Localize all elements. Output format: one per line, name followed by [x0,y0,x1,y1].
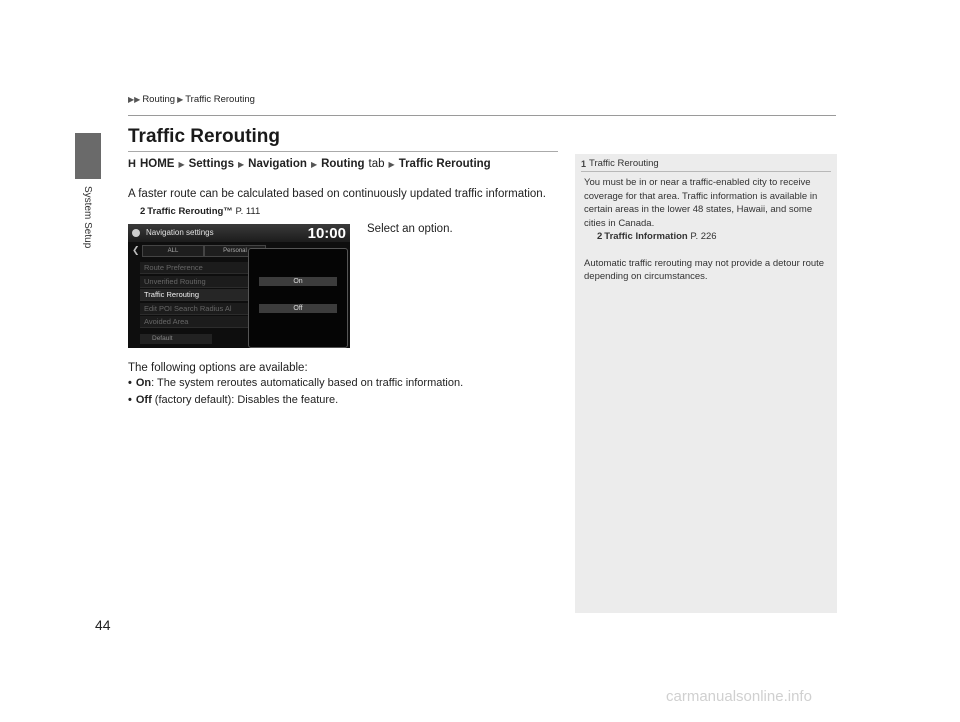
screen-item-edit-poi-radius[interactable]: Edit POI Search Radius Al [140,303,264,315]
path-routing: Routing [321,158,365,170]
path-traffic-rerouting: Traffic Rerouting [398,158,491,170]
note-paragraph: You must be in or near a traffic-enabled city to receive coverage for that area. Traffic information is available in certain areas in the lower 48 states, Hawaii, and some cities in Canada. [584,177,818,229]
note-cross-reference[interactable] [584,230,832,244]
screen-title: Navigation settings [146,228,214,237]
home-icon: H [128,158,136,170]
option-text-on: : The system reroutes automatically based on traffic information. [151,377,464,389]
screen-clock: 10:00 [307,225,346,242]
title-divider [128,151,558,152]
triangle-icon: ▶ [237,159,245,169]
instruction: Select an option. [367,223,453,235]
option-line-off [128,394,338,406]
screen-tab-all[interactable]: ALL [142,245,204,257]
navigation-screenshot [128,224,350,348]
screen-tab-personal[interactable]: Personal [204,245,266,257]
note-ref-label: Traffic Information [604,231,688,242]
page-title: Traffic Rerouting [128,126,281,147]
triangle-icon: ▶ [177,95,184,104]
breadcrumb-item-traffic-rerouting[interactable]: Traffic Rerouting [185,94,255,105]
path-navigation: Navigation [248,158,307,170]
breadcrumb [128,94,255,105]
breadcrumb-item-routing[interactable]: Routing [142,94,176,105]
header-divider [128,115,836,116]
xref-label: Traffic Rerouting™ [147,206,233,217]
option-on-button[interactable]: On [259,277,337,286]
triangle-icon: ▶ [178,159,185,169]
option-popup [248,248,348,348]
reference-arrow-icon: 2 [140,206,146,217]
options-intro: The following options are available: [128,362,308,374]
page-number: 44 [95,617,111,633]
menu-path [128,158,491,170]
option-text-off: (factory default): Disables the feature. [151,394,339,406]
cross-reference[interactable] [140,206,260,217]
reference-arrow-icon: 2 [597,231,603,242]
triangle-icon: ▶ [310,159,318,169]
note-heading [581,158,659,169]
triangle-icon: ▶ [388,159,395,169]
note-paragraph: Automatic traffic rerouting may not provide a detour route depending on circumstances. [584,257,825,282]
screen-item-traffic-rerouting[interactable]: Traffic Rerouting [140,289,264,301]
screen-item-avoided-area[interactable]: Avoided Area [140,316,264,328]
section-label: System Setup [82,186,93,249]
note-number: 1 [581,158,587,169]
settings-icon [132,229,140,237]
path-tab-word: tab [368,158,385,170]
note-ref-page: P. 226 [690,231,717,242]
description: A faster route can be calculated based on continuously updated traffic information. [128,188,546,200]
path-home: HOME [139,158,175,170]
screen-item-route-preference[interactable]: Route Preference [140,262,264,274]
note-body [584,176,832,284]
xref-page: P. 111 [235,206,261,217]
bullet: • [128,377,132,389]
option-off-button[interactable]: Off [259,304,337,313]
watermark: carmanualsonline.info [666,688,812,705]
option-name-on: On [135,377,152,389]
side-note-panel [575,154,837,613]
option-line-on [128,377,463,389]
bullet: • [128,394,132,406]
triangle-icon: ▶▶ [128,95,141,104]
screen-header [128,224,350,242]
note-divider [581,171,831,172]
path-settings: Settings [188,158,234,170]
note-title: Traffic Rerouting [589,158,659,169]
option-name-off: Off [135,394,152,406]
section-tab-marker [75,133,101,179]
screen-item-unverified-routing[interactable]: Unverified Routing [140,276,264,288]
screen-default-button[interactable]: Default [140,334,212,344]
back-icon[interactable]: ❮ [132,245,140,255]
